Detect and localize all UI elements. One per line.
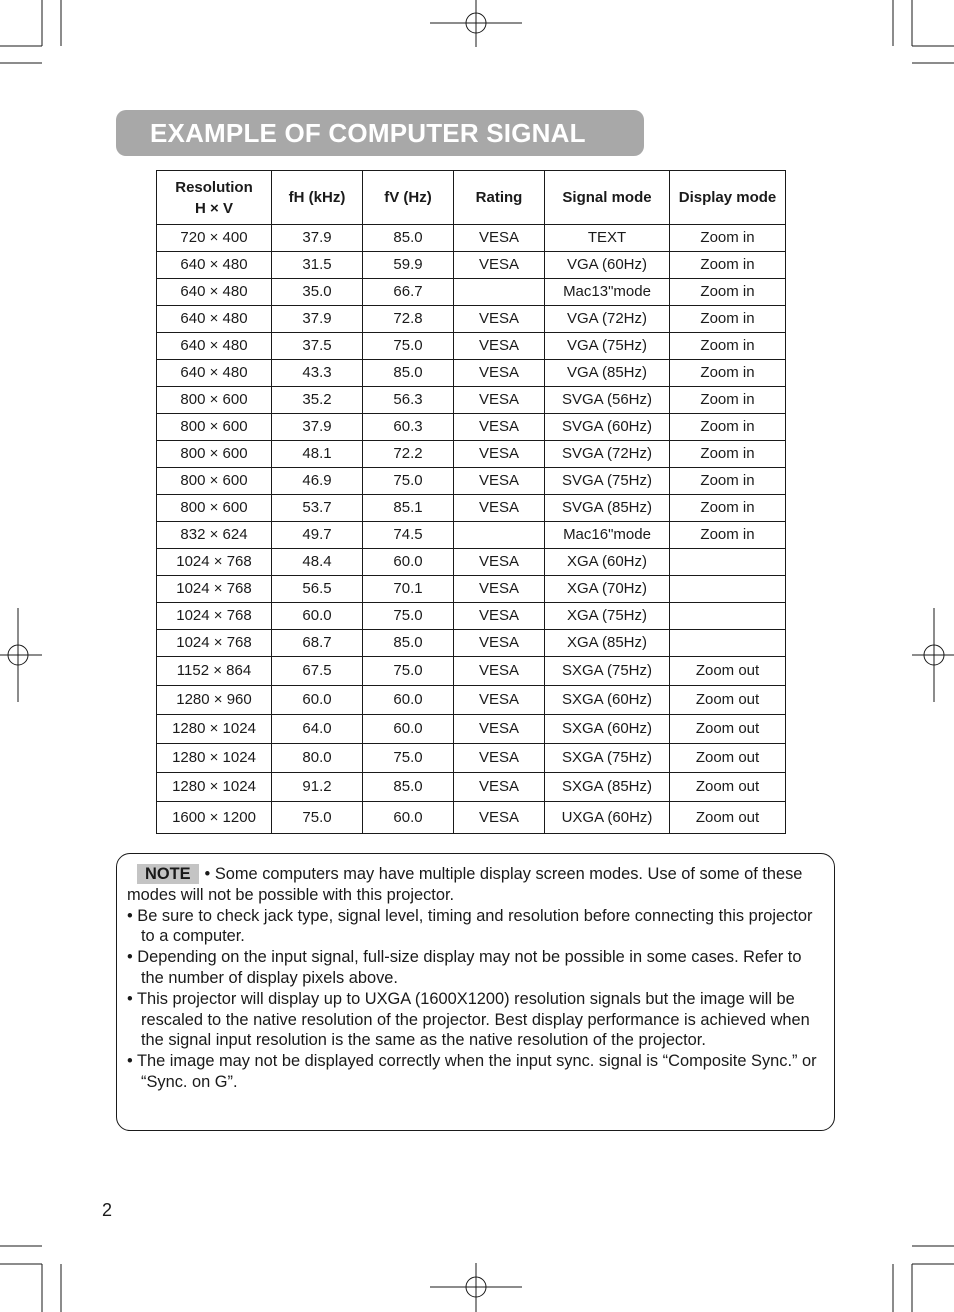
cell-signal-mode: VGA (60Hz) — [545, 252, 670, 279]
table-row — [157, 802, 786, 834]
cell-fh: 43.3 — [272, 360, 363, 387]
cell-fh: 53.7 — [272, 495, 363, 522]
header-rating: Rating — [454, 171, 545, 225]
cell-signal-mode: SVGA (56Hz) — [545, 387, 670, 414]
cell-resolution: 832 × 624 — [157, 522, 272, 549]
cell-fv: 56.3 — [363, 387, 454, 414]
cell-resolution: 720 × 400 — [157, 225, 272, 252]
cell-resolution: 640 × 480 — [157, 306, 272, 333]
cell-display-mode: Zoom in — [670, 495, 786, 522]
cell-display-mode: Zoom in — [670, 360, 786, 387]
cell-resolution: 1600 × 1200 — [157, 802, 272, 834]
cell-rating: VESA — [454, 441, 545, 468]
note-box — [116, 853, 835, 1131]
cell-fh: 67.5 — [272, 657, 363, 686]
cell-fh: 56.5 — [272, 576, 363, 603]
cell-resolution: 1280 × 1024 — [157, 715, 272, 744]
cell-signal-mode: SXGA (75Hz) — [545, 744, 670, 773]
cell-fh: 37.9 — [272, 225, 363, 252]
cell-rating: VESA — [454, 225, 545, 252]
cell-signal-mode: SVGA (72Hz) — [545, 441, 670, 468]
note-item: • Depending on the input signal, full-size display may not be possible in some cases. Refer to the number of display pixels above. — [127, 948, 802, 987]
cell-rating: VESA — [454, 686, 545, 715]
cell-fv: 60.0 — [363, 802, 454, 834]
section-title-bar — [116, 110, 644, 156]
note-item: • The image may not be displayed correctly when the input sync. signal is “Composite Sync.” or “Sync. on G”. — [127, 1052, 817, 1091]
cell-fh: 60.0 — [272, 603, 363, 630]
header-resolution — [157, 171, 272, 225]
cell-rating: VESA — [454, 252, 545, 279]
cell-fv: 60.0 — [363, 549, 454, 576]
table-row — [157, 306, 786, 333]
note-label: NOTE — [137, 864, 199, 884]
table-row — [157, 657, 786, 686]
cell-resolution: 800 × 600 — [157, 387, 272, 414]
cell-rating: VESA — [454, 387, 545, 414]
cell-fh: 48.1 — [272, 441, 363, 468]
note-first-text: • Some computers may have multiple display screen modes. Use of some of these modes will not be possible with this projector. — [127, 865, 803, 904]
header-display-mode: Display mode — [670, 171, 786, 225]
cell-fh: 46.9 — [272, 468, 363, 495]
cell-display-mode: Zoom in — [670, 441, 786, 468]
cell-signal-mode: SXGA (60Hz) — [545, 715, 670, 744]
cell-rating: VESA — [454, 715, 545, 744]
table-row — [157, 715, 786, 744]
table-row — [157, 603, 786, 630]
cell-rating: VESA — [454, 744, 545, 773]
cell-resolution: 1024 × 768 — [157, 549, 272, 576]
table-row — [157, 360, 786, 387]
cell-rating: VESA — [454, 360, 545, 387]
cell-display-mode: Zoom in — [670, 225, 786, 252]
table-row — [157, 744, 786, 773]
table-row — [157, 549, 786, 576]
cell-display-mode: Zoom in — [670, 414, 786, 441]
cell-fv: 60.3 — [363, 414, 454, 441]
cell-display-mode: Zoom out — [670, 657, 786, 686]
header-fh: fH (kHz) — [272, 171, 363, 225]
cell-signal-mode: SXGA (60Hz) — [545, 686, 670, 715]
cell-fv: 75.0 — [363, 744, 454, 773]
cell-fv: 72.8 — [363, 306, 454, 333]
cell-resolution: 640 × 480 — [157, 333, 272, 360]
cell-rating: VESA — [454, 306, 545, 333]
cell-display-mode: Zoom out — [670, 802, 786, 834]
cell-rating: VESA — [454, 333, 545, 360]
cell-signal-mode: VGA (72Hz) — [545, 306, 670, 333]
cell-fv: 59.9 — [363, 252, 454, 279]
cell-signal-mode: Mac16"mode — [545, 522, 670, 549]
cell-display-mode: Zoom in — [670, 333, 786, 360]
table-row — [157, 225, 786, 252]
cell-fv: 85.0 — [363, 630, 454, 657]
cell-resolution: 640 × 480 — [157, 360, 272, 387]
cell-resolution: 1280 × 960 — [157, 686, 272, 715]
cell-display-mode: Zoom in — [670, 306, 786, 333]
cell-fh: 35.2 — [272, 387, 363, 414]
cell-fv: 75.0 — [363, 468, 454, 495]
cell-resolution: 1152 × 864 — [157, 657, 272, 686]
cell-fv: 66.7 — [363, 279, 454, 306]
cell-display-mode: Zoom out — [670, 686, 786, 715]
cell-rating — [454, 522, 545, 549]
cell-fh: 64.0 — [272, 715, 363, 744]
table-row — [157, 773, 786, 802]
cell-fh: 35.0 — [272, 279, 363, 306]
cell-fv: 72.2 — [363, 441, 454, 468]
cell-fv: 85.0 — [363, 360, 454, 387]
cell-display-mode: Zoom out — [670, 715, 786, 744]
cell-signal-mode: VGA (75Hz) — [545, 333, 670, 360]
cell-fv: 85.1 — [363, 495, 454, 522]
table-body — [157, 225, 786, 834]
cell-signal-mode: XGA (75Hz) — [545, 603, 670, 630]
table-row — [157, 252, 786, 279]
table-row — [157, 468, 786, 495]
cell-rating — [454, 279, 545, 306]
note-item: • Be sure to check jack type, signal level, timing and resolution before connecting this projector to a computer. — [127, 906, 813, 946]
cell-display-mode: Zoom out — [670, 773, 786, 802]
cell-signal-mode: Mac13"mode — [545, 279, 670, 306]
cell-fh: 37.5 — [272, 333, 363, 360]
header-resolution-line1: Resolution — [175, 178, 253, 196]
cell-rating: VESA — [454, 414, 545, 441]
cell-resolution: 1024 × 768 — [157, 576, 272, 603]
computer-signal-table — [156, 170, 786, 834]
cell-fv: 75.0 — [363, 333, 454, 360]
cell-rating: VESA — [454, 802, 545, 834]
cell-fv: 75.0 — [363, 603, 454, 630]
cell-signal-mode: TEXT — [545, 225, 670, 252]
cell-display-mode: Zoom in — [670, 252, 786, 279]
cell-fv: 85.0 — [363, 225, 454, 252]
cell-fh: 91.2 — [272, 773, 363, 802]
table-row — [157, 522, 786, 549]
cell-fv: 74.5 — [363, 522, 454, 549]
cell-display-mode: Zoom out — [670, 744, 786, 773]
page-number: 2 — [102, 1200, 113, 1220]
table-row — [157, 333, 786, 360]
cell-display-mode — [670, 603, 786, 630]
cell-fh: 48.4 — [272, 549, 363, 576]
cell-fv: 60.0 — [363, 715, 454, 744]
cell-signal-mode: SXGA (85Hz) — [545, 773, 670, 802]
table-row — [157, 387, 786, 414]
cell-display-mode: Zoom in — [670, 468, 786, 495]
table-row — [157, 495, 786, 522]
cell-rating: VESA — [454, 773, 545, 802]
cell-signal-mode: SVGA (85Hz) — [545, 495, 670, 522]
cell-rating: VESA — [454, 549, 545, 576]
table-row — [157, 414, 786, 441]
table-row — [157, 576, 786, 603]
cell-fh: 49.7 — [272, 522, 363, 549]
cell-display-mode: Zoom in — [670, 522, 786, 549]
section-title: EXAMPLE OF COMPUTER SIGNAL — [150, 117, 586, 148]
cell-fv: 75.0 — [363, 657, 454, 686]
cell-resolution: 640 × 480 — [157, 279, 272, 306]
cell-rating: VESA — [454, 657, 545, 686]
cell-resolution: 1024 × 768 — [157, 630, 272, 657]
cell-rating: VESA — [454, 630, 545, 657]
cell-resolution: 1280 × 1024 — [157, 744, 272, 773]
note-list — [127, 906, 820, 1093]
cell-resolution: 1280 × 1024 — [157, 773, 272, 802]
cell-resolution: 1024 × 768 — [157, 603, 272, 630]
cell-signal-mode: SVGA (75Hz) — [545, 468, 670, 495]
table-row — [157, 441, 786, 468]
cell-display-mode: Zoom in — [670, 279, 786, 306]
cell-rating: VESA — [454, 603, 545, 630]
cell-fh: 31.5 — [272, 252, 363, 279]
cell-fh: 37.9 — [272, 306, 363, 333]
cell-resolution: 800 × 600 — [157, 468, 272, 495]
cell-display-mode — [670, 549, 786, 576]
cell-fh: 68.7 — [272, 630, 363, 657]
table-row — [157, 630, 786, 657]
cell-signal-mode: VGA (85Hz) — [545, 360, 670, 387]
cell-signal-mode: UXGA (60Hz) — [545, 802, 670, 834]
table-row — [157, 279, 786, 306]
cell-signal-mode: XGA (60Hz) — [545, 549, 670, 576]
cell-display-mode — [670, 630, 786, 657]
cell-signal-mode: SVGA (60Hz) — [545, 414, 670, 441]
cell-signal-mode: XGA (70Hz) — [545, 576, 670, 603]
cell-resolution: 640 × 480 — [157, 252, 272, 279]
note-item: • This projector will display up to UXGA (1600X1200) resolution signals but the image will be rescaled to the native resolution of the projector. Best display performance is achieved when the signal input resolution is the same as the native resolution of the projector. — [127, 989, 810, 1050]
cell-fv: 60.0 — [363, 686, 454, 715]
cell-fh: 75.0 — [272, 802, 363, 834]
cell-resolution: 800 × 600 — [157, 495, 272, 522]
header-signal-mode: Signal mode — [545, 171, 670, 225]
header-fv: fV (Hz) — [363, 171, 454, 225]
cell-rating: VESA — [454, 495, 545, 522]
cell-rating: VESA — [454, 468, 545, 495]
cell-resolution: 800 × 600 — [157, 441, 272, 468]
cell-fh: 60.0 — [272, 686, 363, 715]
table-header-row — [157, 171, 786, 225]
cell-display-mode: Zoom in — [670, 387, 786, 414]
cell-rating: VESA — [454, 576, 545, 603]
note-first-paragraph — [127, 864, 820, 906]
cell-fh: 37.9 — [272, 414, 363, 441]
header-resolution-line2: H × V — [195, 199, 233, 217]
cell-display-mode — [670, 576, 786, 603]
cell-signal-mode: XGA (85Hz) — [545, 630, 670, 657]
table-row — [157, 686, 786, 715]
cell-fv: 70.1 — [363, 576, 454, 603]
cell-signal-mode: SXGA (75Hz) — [545, 657, 670, 686]
cell-resolution: 800 × 600 — [157, 414, 272, 441]
cell-fh: 80.0 — [272, 744, 363, 773]
cell-fv: 85.0 — [363, 773, 454, 802]
